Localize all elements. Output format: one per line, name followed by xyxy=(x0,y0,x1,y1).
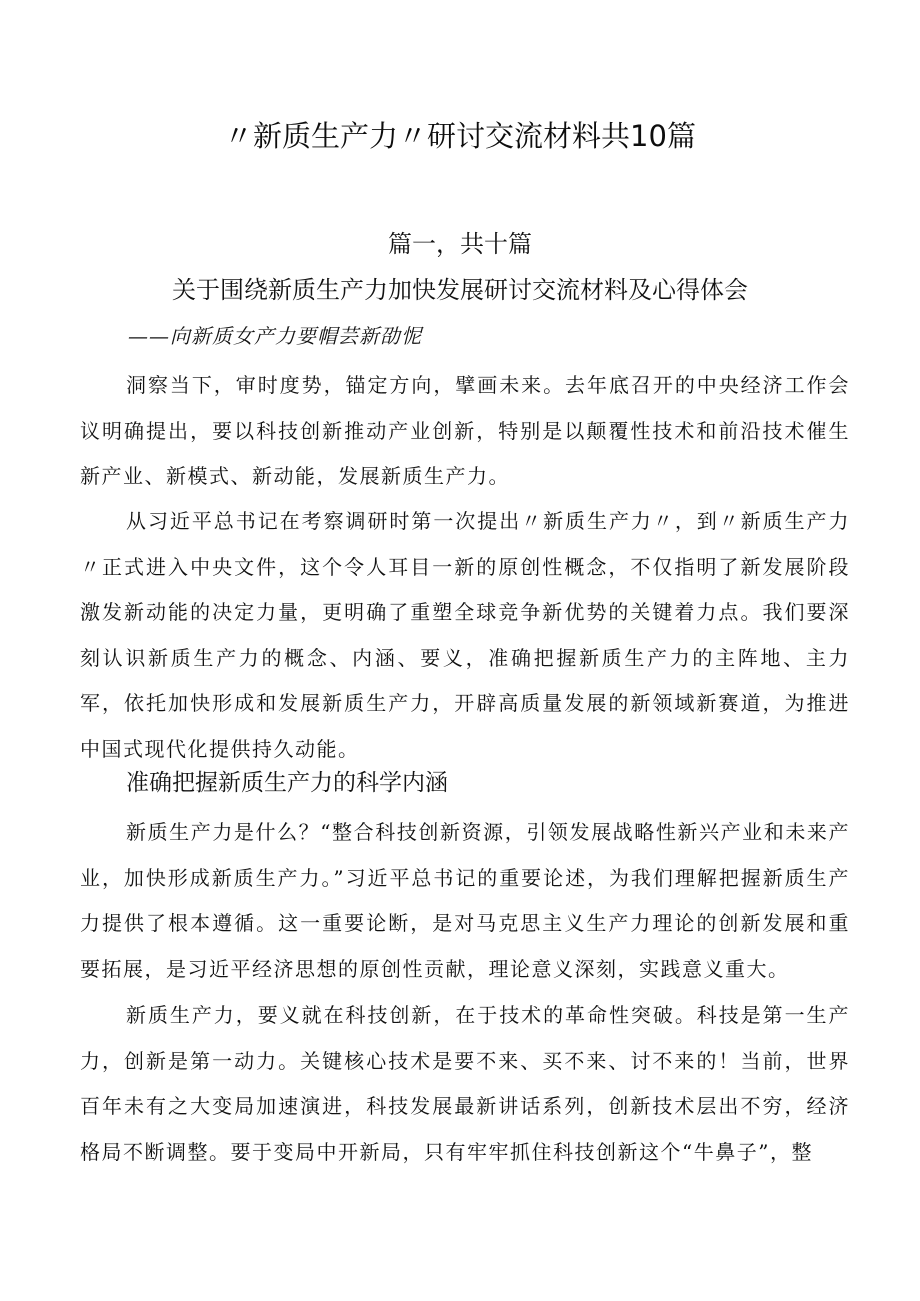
document-title: 〃新质生产力〃研讨交流材料共10篇 xyxy=(224,119,696,153)
chapter-title: 关于围绕新质生产力加快发展研讨交流材料及心得体会 xyxy=(172,276,748,304)
body-paragraph: 洞察当下，审时度势，锚定方向，擘画未来。去年底召开的中央经济工作会议明确提出，要以科技创新推动产业创新，特别是以颠覆性技术和前沿技术催生新产业、新模式、新动能，发展新质生产力。 xyxy=(80,373,850,488)
body-paragraph: 从习近平总书记在考察调研时第一次提出〃新质生产力〃，到〃新质生产力〃正式进入中央文件，这个令人耳目一新的原创性概念，不仅指明了新发展阶段激发新动能的决定力量，更明确了重塑全球竞争新优势的关键着力点。我们要深刻认识新质生产力的概念、内涵、要义，准确把握新质生产力的主阵地、主力军，依托加快形成和发展新质生产力，开辟高质量发展的新领域新赛道，为推进中国式现代化提供持久动能。 xyxy=(80,509,850,761)
section-paragraph: 新质生产力，要义就在科技创新，在于技术的革命性突破。科技是第一生产力，创新是第一动力。关键核心技术是要不来、买不来、讨不来的！当前，世界百年未有之大变局加速演进，科技发展最新讲话系列，创新技术层出不穷，经济格局不断调整。要于变局中开新局，只有牢牢抓住科技创新这个“牛鼻子”，整 xyxy=(80,1003,850,1164)
section-heading: 准确把握新质生产力的科学内涵 xyxy=(126,770,448,796)
section-paragraph: 新质生产力是什么？“整合科技创新资源，引领发展战略性新兴产业和未来产业，加快形成新质生产力。”习近平总书记的重要论述，为我们理解把握新质生产力提供了根本遵循。这一重要论断，是对马克思主义生产力理论的创新发展和重要拓展，是习近平经济思想的原创性贡献，理论意义深刻，实践意义重大。 xyxy=(80,820,850,981)
chapter-subtitle: ——向新质女产力要帽芸新劭怩 xyxy=(128,324,422,348)
chapter-number: 篇一，共十篇 xyxy=(388,230,532,258)
